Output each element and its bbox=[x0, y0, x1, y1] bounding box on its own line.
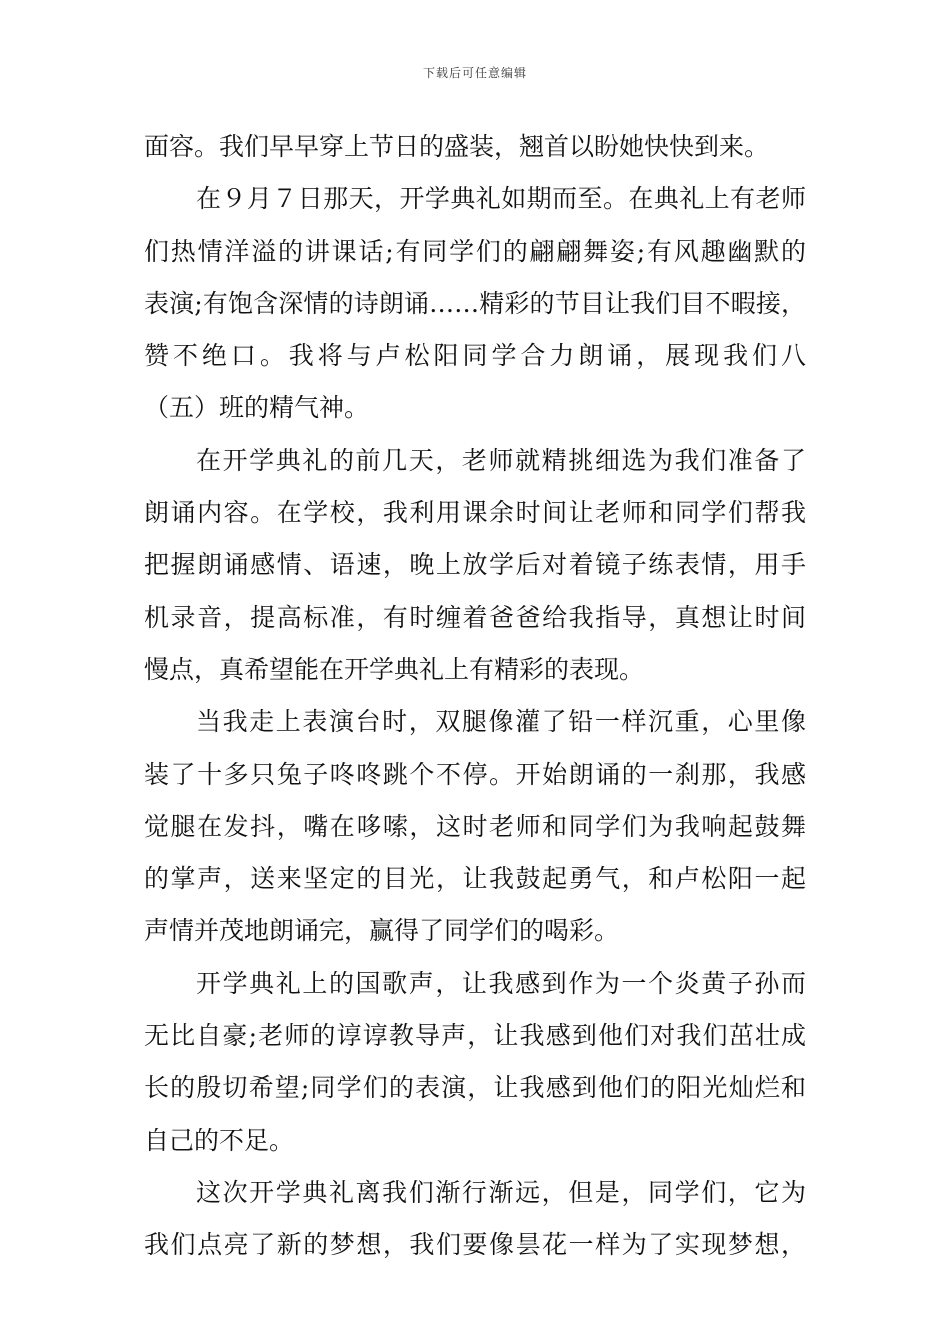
text-line: 们热情洋溢的讲课话;有同学们的翩翩舞姿;有风趣幽默的 bbox=[144, 236, 806, 266]
text-line: 开学典礼上的国歌声，让我感到作为一个炎黄子孙而 bbox=[196, 968, 806, 998]
text-line: 装了十多只兔子咚咚跳个不停。开始朗诵的一刹那，我感 bbox=[144, 759, 806, 789]
body-text bbox=[144, 121, 806, 1272]
text-line: 把握朗诵感情、语速，晚上放学后对着镜子练表情，用手 bbox=[144, 550, 806, 580]
text-line: 在开学典礼的前几天，老师就精挑细选为我们准备了 bbox=[196, 445, 806, 475]
text-line: 长的殷切希望;同学们的表演，让我感到他们的阳光灿烂和 bbox=[144, 1073, 806, 1103]
text-line: 慢点，真希望能在开学典礼上有精彩的表现。 bbox=[144, 654, 645, 684]
text-line: 觉腿在发抖，嘴在哆嗦，这时老师和同学们为我响起鼓舞 bbox=[144, 811, 806, 841]
text-line: 声情并茂地朗诵完，赢得了同学们的喝彩。 bbox=[144, 916, 620, 946]
text-line: 机录音，提高标准，有时缠着爸爸给我指导，真想让时间 bbox=[144, 602, 806, 632]
text-line: 朗诵内容。在学校，我利用课余时间让老师和同学们帮我 bbox=[144, 498, 806, 528]
page-header: 下载后可任意编辑 bbox=[422, 66, 527, 80]
text-line: 无比自豪;老师的谆谆教导声，让我感到他们对我们茁壮成 bbox=[144, 1021, 806, 1051]
text-line: 自己的不足。 bbox=[144, 1125, 295, 1155]
text-line: 在９月７日那天，开学典礼如期而至。在典礼上有老师 bbox=[196, 184, 806, 214]
text-line: 当我走上表演台时，双腿像灌了铅一样沉重，心里像 bbox=[196, 707, 806, 737]
text-line: 我们点亮了新的梦想，我们要像昙花一样为了实现梦想， bbox=[144, 1230, 806, 1260]
text-line: 表演;有饱含深情的诗朗诵……精彩的节目让我们目不暇接， bbox=[144, 288, 806, 318]
text-line: 面容。我们早早穿上节日的盛装，翘首以盼她快快到来。 bbox=[144, 132, 770, 161]
text-line: 的掌声，送来坚定的目光，让我鼓起勇气，和卢松阳一起 bbox=[144, 864, 806, 894]
text-line: （五）班的精气神。 bbox=[144, 393, 370, 423]
text-line: 这次开学典礼离我们渐行渐远，但是，同学们，它为 bbox=[196, 1177, 806, 1207]
text-line: 赞不绝口。我将与卢松阳同学合力朗诵，展现我们八 bbox=[144, 341, 806, 371]
